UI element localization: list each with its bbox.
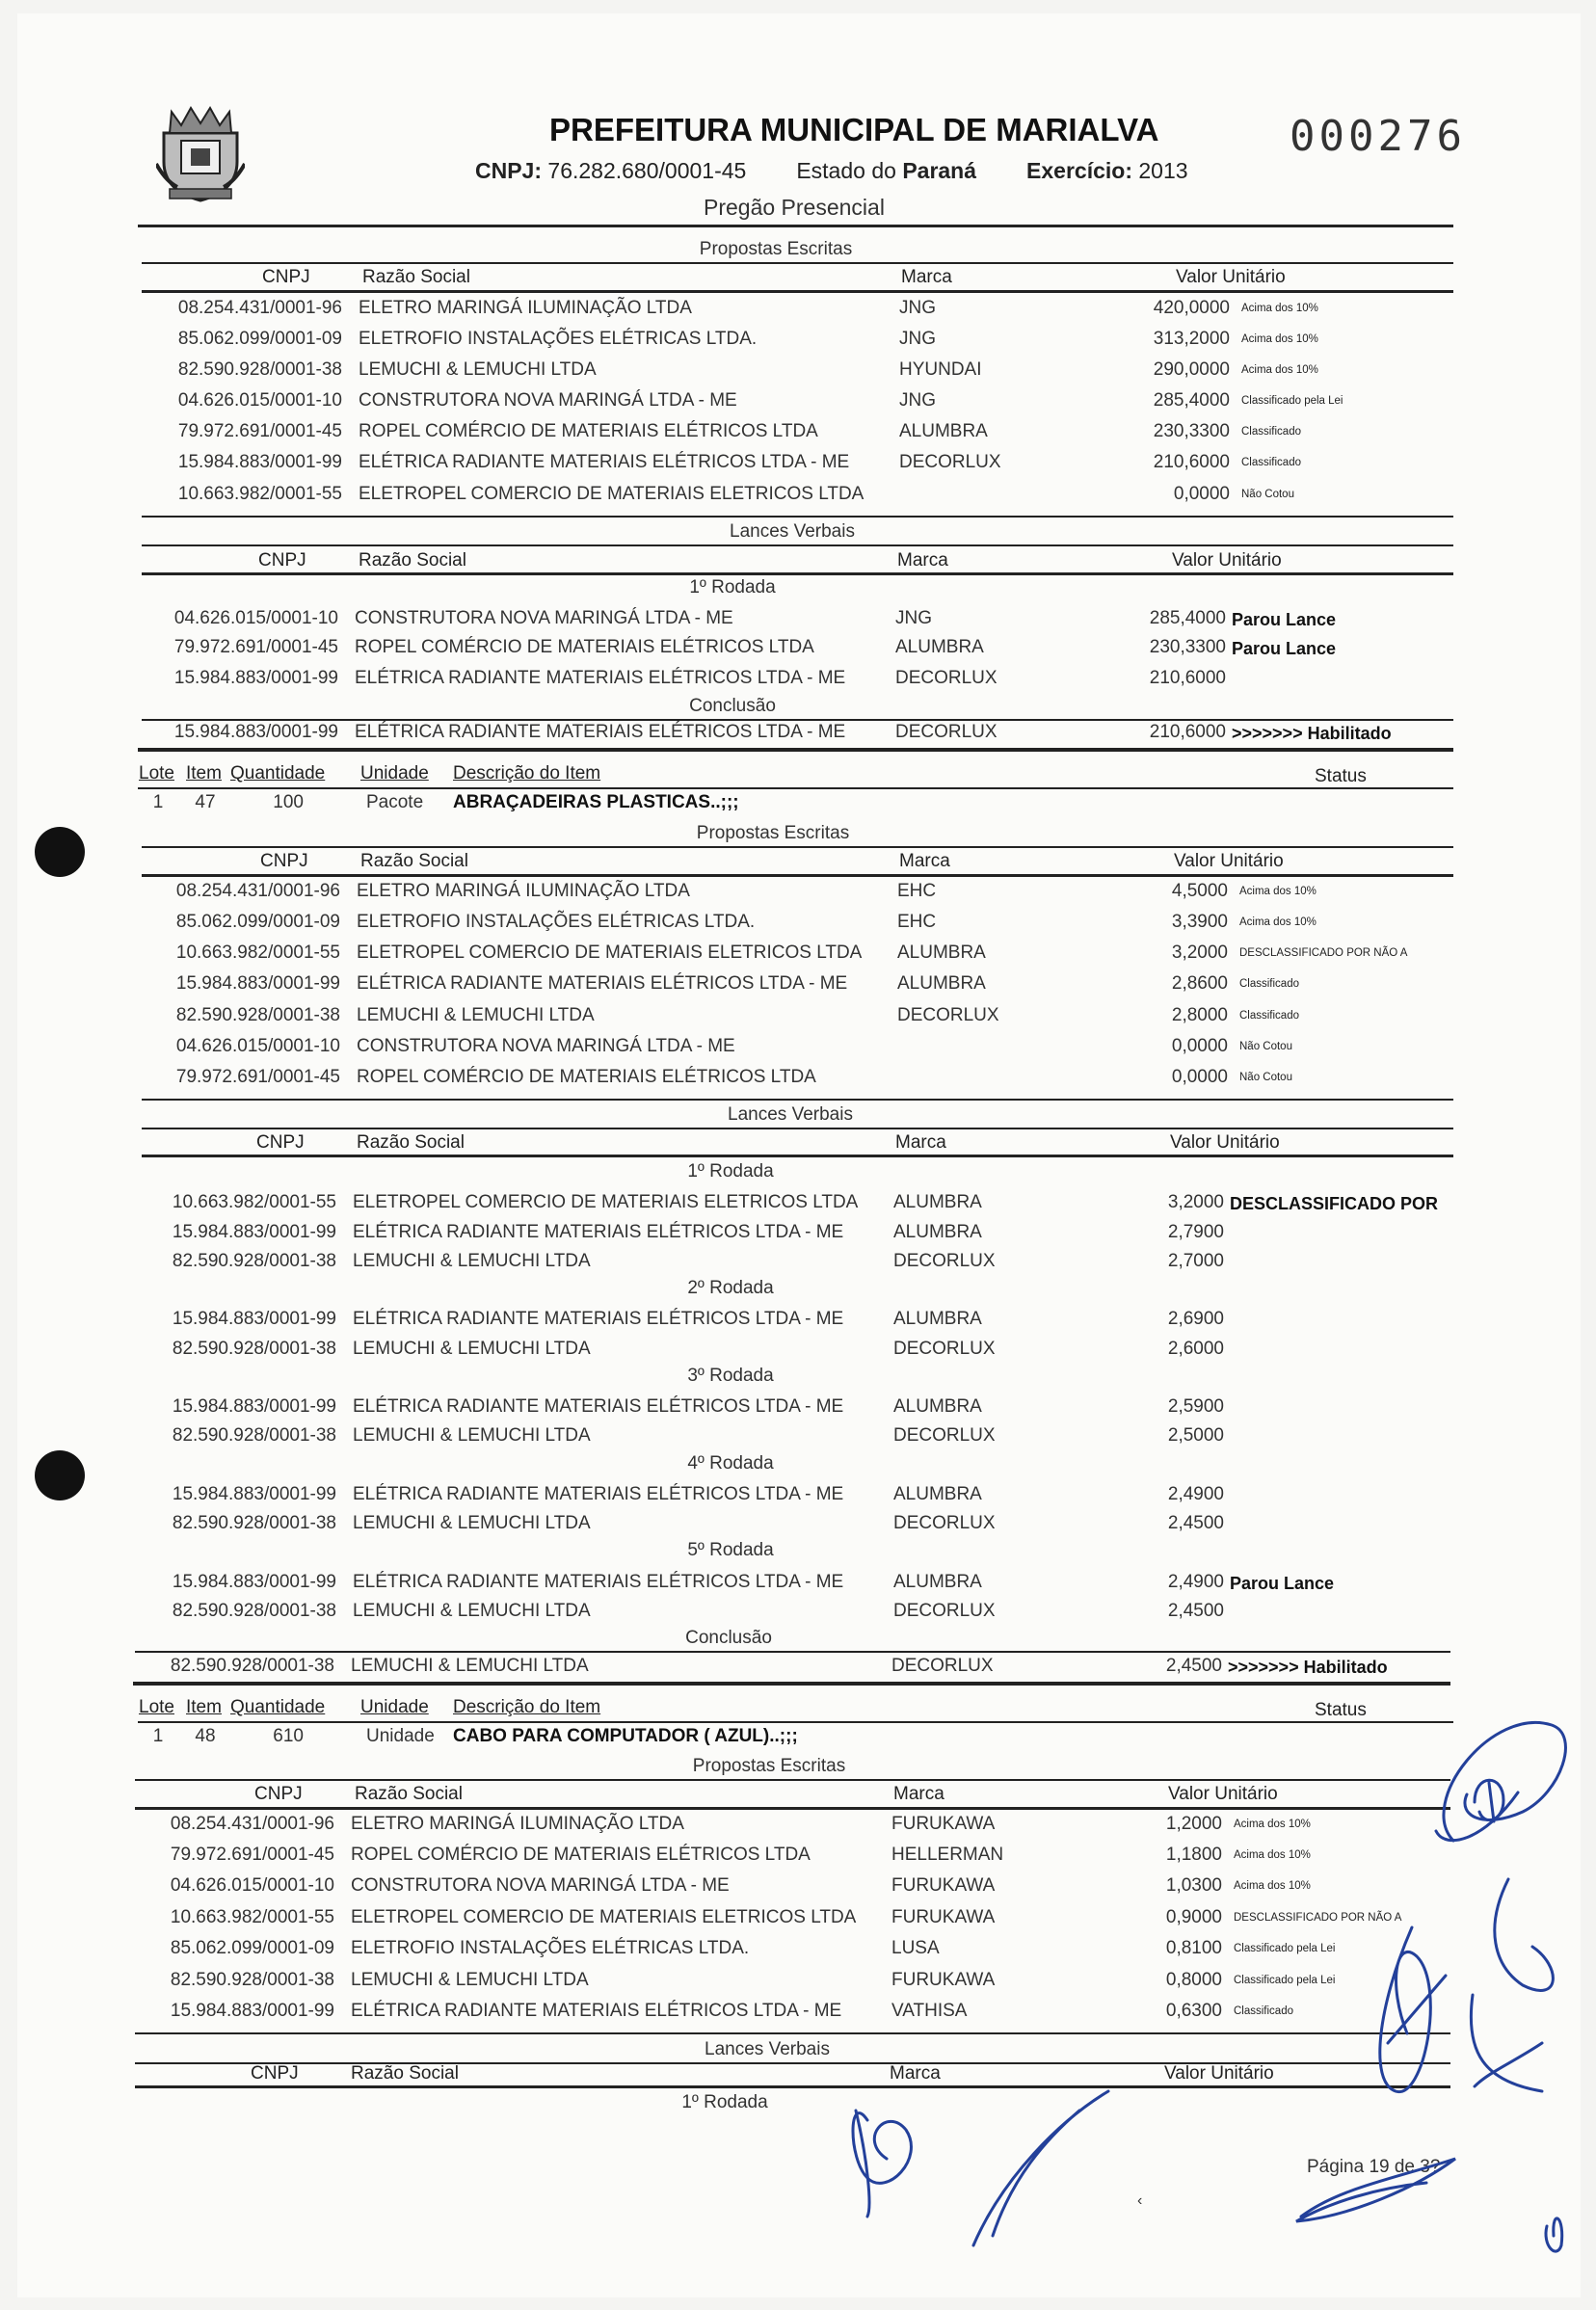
cnpj-cell: 79.972.691/0001-45 xyxy=(173,637,338,657)
status-cell: Acima dos 10% xyxy=(1239,916,1317,928)
item-numero: 47 xyxy=(195,792,216,812)
cnpj-cell: 15.984.883/0001-99 xyxy=(172,1222,336,1242)
item-unidade: Pacote xyxy=(366,792,424,812)
status-cell: Acima dos 10% xyxy=(1234,1819,1311,1830)
lote-header: Lote xyxy=(139,763,174,783)
cnpj-cell: 15.984.883/0001-99 xyxy=(172,1396,336,1417)
marca-cell: ALUMBRA xyxy=(893,1484,982,1504)
marca-cell: FURUKAWA xyxy=(891,1814,996,1834)
estado-label: Estado do xyxy=(796,158,896,183)
status-cell: Não Cotou xyxy=(1241,489,1294,500)
item-quantidade: 610 xyxy=(273,1726,304,1746)
cnpj-cell: 79.972.691/0001-45 xyxy=(170,1845,334,1865)
rule-line xyxy=(138,787,1453,789)
status-cell: Parou Lance xyxy=(1232,639,1337,658)
cnpj-label: CNPJ: xyxy=(475,158,543,183)
marca-cell: FURUKAWA xyxy=(891,1875,996,1896)
valor-cell: 420,0000 xyxy=(1153,298,1230,318)
item-numero: 48 xyxy=(195,1726,216,1746)
cnpj-cell: 04.626.015/0001-10 xyxy=(173,608,338,628)
col-header-valor: Valor Unitário xyxy=(1172,550,1282,571)
rule-line xyxy=(142,1099,1453,1101)
valor-cell: 2,5000 xyxy=(1167,1425,1224,1446)
round-label: 1º Rodada xyxy=(681,2092,768,2112)
marca-cell: EHC xyxy=(897,912,937,932)
col-header-cnpj: CNPJ xyxy=(260,851,308,871)
cnpj-cell: 15.984.883/0001-99 xyxy=(173,722,338,742)
marca-cell: ALUMBRA xyxy=(893,1572,982,1592)
unidade-header: Unidade xyxy=(360,763,429,783)
status-cell: DESCLASSIFICADO POR NÃO A xyxy=(1239,947,1408,959)
razao-cell: ELÉTRICA RADIANTE MATERIAIS ELÉTRICOS LTDA - ME xyxy=(355,668,846,688)
razao-cell: ELÉTRICA RADIANTE MATERIAIS ELÉTRICOS LTDA - ME xyxy=(353,1484,844,1504)
rule-line xyxy=(142,262,1453,264)
conclusao-label: Conclusão xyxy=(689,696,776,716)
razao-cell: CONSTRUTORA NOVA MARINGÁ LTDA - ME xyxy=(355,608,733,628)
col-header-razao: Razão Social xyxy=(362,267,470,287)
cnpj-cell: 79.972.691/0001-45 xyxy=(177,421,342,441)
propostas-title: Propostas Escritas xyxy=(696,823,850,843)
marca-cell: JNG xyxy=(899,329,936,349)
status-cell: Não Cotou xyxy=(1239,1072,1292,1083)
valor-cell: 230,3300 xyxy=(1149,637,1226,657)
razao-cell: ROPEL COMÉRCIO DE MATERIAIS ELÉTRICOS LTDA xyxy=(355,637,814,657)
col-header-cnpj: CNPJ xyxy=(256,1132,305,1153)
col-header-valor: Valor Unitário xyxy=(1168,1784,1278,1804)
status-cell: Parou Lance xyxy=(1230,1574,1335,1593)
valor-cell: 4,5000 xyxy=(1171,881,1228,901)
section-rule xyxy=(138,748,1453,752)
cnpj-cell: 82.590.928/0001-38 xyxy=(175,1005,340,1025)
status-header: Status xyxy=(1315,1700,1367,1720)
marca-cell: LUSA xyxy=(891,1938,940,1958)
section-rule xyxy=(133,1682,1450,1686)
razao-cell: ELETROPEL COMERCIO DE MATERIAIS ELETRICOS LTDA xyxy=(351,1907,857,1927)
cnpj-cell: 82.590.928/0001-38 xyxy=(172,1339,336,1359)
descricao-header: Descrição do Item xyxy=(453,763,601,783)
cnpj-cell: 15.984.883/0001-99 xyxy=(177,452,342,472)
lances-title: Lances Verbais xyxy=(705,2039,830,2059)
razao-cell: CONSTRUTORA NOVA MARINGÁ LTDA - ME xyxy=(351,1875,730,1896)
cnpj-cell: 82.590.928/0001-38 xyxy=(172,1425,336,1446)
cnpj-cell: 82.590.928/0001-38 xyxy=(172,1513,336,1533)
razao-cell: ROPEL COMÉRCIO DE MATERIAIS ELÉTRICOS LTDA xyxy=(357,1067,816,1087)
col-header-cnpj: CNPJ xyxy=(251,2063,299,2084)
marca-cell: EHC xyxy=(897,881,937,901)
valor-cell: 2,7000 xyxy=(1167,1251,1224,1271)
marca-cell: DECORLUX xyxy=(895,668,998,688)
valor-cell: 2,6900 xyxy=(1167,1309,1224,1329)
valor-cell: 0,0000 xyxy=(1171,1036,1228,1056)
valor-cell: 0,6300 xyxy=(1165,2001,1222,2021)
col-header-razao: Razão Social xyxy=(355,1784,463,1804)
valor-cell: 0,0000 xyxy=(1171,1067,1228,1087)
round-label: 1º Rodada xyxy=(687,1161,774,1182)
rule-line xyxy=(138,1721,1453,1723)
cnpj-cell: 10.663.982/0001-55 xyxy=(177,484,342,504)
col-header-marca: Marca xyxy=(893,1784,944,1804)
marca-cell: ALUMBRA xyxy=(897,943,986,963)
status-cell: Não Cotou xyxy=(1239,1041,1292,1052)
cnpj-cell: 82.590.928/0001-38 xyxy=(177,359,342,380)
rule-line xyxy=(142,572,1453,575)
round-label: 1º Rodada xyxy=(689,577,776,597)
valor-cell: 2,5900 xyxy=(1167,1396,1224,1417)
razao-cell: ELETROPEL COMERCIO DE MATERIAIS ELETRICOS LTDA xyxy=(353,1192,859,1212)
col-header-valor: Valor Unitário xyxy=(1170,1132,1280,1153)
razao-cell: ELETRO MARINGÁ ILUMINAÇÃO LTDA xyxy=(357,881,690,901)
valor-cell: 1,1800 xyxy=(1165,1845,1222,1865)
valor-cell: 210,6000 xyxy=(1149,668,1226,688)
exercicio-label: Exercício: xyxy=(1026,158,1132,183)
col-header-marca: Marca xyxy=(901,267,952,287)
valor-cell: 285,4000 xyxy=(1149,608,1226,628)
razao-cell: ELÉTRICA RADIANTE MATERIAIS ELÉTRICOS LTDA - ME xyxy=(353,1222,844,1242)
status-cell: >>>>>>> Habilitado xyxy=(1232,724,1392,743)
header-modalidade: Pregão Presencial xyxy=(704,195,885,220)
rule-line xyxy=(135,1779,1450,1781)
rule-line xyxy=(142,544,1453,546)
cnpj-cell: 15.984.883/0001-99 xyxy=(172,1572,336,1592)
cnpj-cell: 10.663.982/0001-55 xyxy=(175,943,340,963)
marca-cell: ALUMBRA xyxy=(897,973,986,994)
cnpj-cell: 04.626.015/0001-10 xyxy=(177,390,342,411)
marca-cell: DECORLUX xyxy=(893,1601,996,1621)
lote-header: Lote xyxy=(139,1697,174,1717)
propostas-title: Propostas Escritas xyxy=(692,1756,846,1776)
marca-cell: DECORLUX xyxy=(893,1339,996,1359)
conclusao-label: Conclusão xyxy=(685,1628,772,1648)
status-cell: Classificado xyxy=(1239,978,1299,990)
col-header-cnpj: CNPJ xyxy=(262,267,310,287)
razao-cell: ELÉTRICA RADIANTE MATERIAIS ELÉTRICOS LTDA - ME xyxy=(357,973,848,994)
item-lote: 1 xyxy=(152,792,164,812)
cnpj-cell: 15.984.883/0001-99 xyxy=(172,1484,336,1504)
valor-cell: 0,9000 xyxy=(1165,1907,1222,1927)
marca-cell: FURUKAWA xyxy=(891,1907,996,1927)
marca-cell: HYUNDAI xyxy=(899,359,982,380)
col-header-marca: Marca xyxy=(899,851,950,871)
valor-cell: 3,3900 xyxy=(1171,912,1228,932)
marca-cell: DECORLUX xyxy=(893,1251,996,1271)
razao-cell: LEMUCHI & LEMUCHI LTDA xyxy=(357,1005,595,1025)
razao-cell: CONSTRUTORA NOVA MARINGÁ LTDA - ME xyxy=(357,1036,735,1056)
status-cell: DESCLASSIFICADO POR xyxy=(1230,1194,1439,1213)
item-quantidade: 100 xyxy=(273,792,304,812)
marca-cell: DECORLUX xyxy=(893,1425,996,1446)
razao-cell: LEMUCHI & LEMUCHI LTDA xyxy=(353,1513,591,1533)
unidade-header: Unidade xyxy=(360,1697,429,1717)
header-cnpj: 76.282.680/0001-45 xyxy=(547,158,747,183)
marca-cell: JNG xyxy=(899,390,936,411)
valor-cell: 285,4000 xyxy=(1153,390,1230,411)
page-stamp-number: 000276 xyxy=(1290,112,1466,161)
valor-cell: 210,6000 xyxy=(1149,722,1226,742)
marca-cell: JNG xyxy=(895,608,932,628)
razao-cell: ELÉTRICA RADIANTE MATERIAIS ELÉTRICOS LTDA - ME xyxy=(353,1396,844,1417)
valor-cell: 2,8600 xyxy=(1171,973,1228,994)
marca-cell: ALUMBRA xyxy=(893,1222,982,1242)
razao-cell: ELÉTRICA RADIANTE MATERIAIS ELÉTRICOS LTDA - ME xyxy=(355,722,846,742)
header-info-line xyxy=(475,158,1188,184)
razao-cell: ELÉTRICA RADIANTE MATERIAIS ELÉTRICOS LTDA - ME xyxy=(359,452,850,472)
status-cell: Acima dos 10% xyxy=(1239,886,1317,897)
cnpj-cell: 04.626.015/0001-10 xyxy=(170,1875,334,1896)
round-label: 3º Rodada xyxy=(687,1366,774,1386)
razao-cell: ELETROFIO INSTALAÇÕES ELÉTRICAS LTDA. xyxy=(357,912,756,932)
item-descricao: CABO PARA COMPUTADOR ( AZUL)..;;; xyxy=(453,1726,798,1746)
valor-cell: 2,6000 xyxy=(1167,1339,1224,1359)
cnpj-cell: 85.062.099/0001-09 xyxy=(170,1938,334,1958)
rule-line xyxy=(135,1807,1450,1810)
punch-hole-top xyxy=(35,827,85,877)
descricao-header: Descrição do Item xyxy=(453,1697,601,1717)
razao-cell: LEMUCHI & LEMUCHI LTDA xyxy=(353,1251,591,1271)
marca-cell: JNG xyxy=(899,298,936,318)
header-rule xyxy=(138,225,1453,227)
status-cell: Parou Lance xyxy=(1232,610,1337,629)
marca-cell: VATHISA xyxy=(891,2001,968,2021)
col-header-razao: Razão Social xyxy=(359,550,466,571)
item-lote: 1 xyxy=(152,1726,164,1746)
rule-line xyxy=(142,874,1453,877)
marca-cell: ALUMBRA xyxy=(893,1309,982,1329)
status-cell: DESCLASSIFICADO POR NÃO A xyxy=(1234,1912,1402,1924)
razao-cell: ELETROPEL COMERCIO DE MATERIAIS ELETRICOS LTDA xyxy=(359,484,864,504)
rule-line xyxy=(142,516,1453,518)
cnpj-cell: 15.984.883/0001-99 xyxy=(172,1309,336,1329)
lances-title: Lances Verbais xyxy=(730,521,855,542)
marca-cell: DECORLUX xyxy=(899,452,1001,472)
status-cell: Classificado pela Lei xyxy=(1234,1975,1336,1986)
marca-cell: DECORLUX xyxy=(895,722,998,742)
cnpj-cell: 85.062.099/0001-09 xyxy=(177,329,342,349)
cnpj-cell: 08.254.431/0001-96 xyxy=(170,1814,334,1834)
round-label: 5º Rodada xyxy=(687,1540,774,1560)
razao-cell: ROPEL COMÉRCIO DE MATERIAIS ELÉTRICOS LTDA xyxy=(351,1845,811,1865)
header-title: PREFEITURA MUNICIPAL DE MARIALVA xyxy=(549,112,1159,147)
valor-cell: 2,4900 xyxy=(1167,1484,1224,1504)
marca-cell: ALUMBRA xyxy=(895,637,984,657)
cnpj-cell: 10.663.982/0001-55 xyxy=(170,1907,334,1927)
razao-cell: ROPEL COMÉRCIO DE MATERIAIS ELÉTRICOS LTDA xyxy=(359,421,818,441)
valor-cell: 313,2000 xyxy=(1153,329,1230,349)
col-header-valor: Valor Unitário xyxy=(1174,851,1284,871)
valor-cell: 0,8100 xyxy=(1165,1938,1222,1958)
marca-cell: DECORLUX xyxy=(893,1513,996,1533)
propostas-title: Propostas Escritas xyxy=(699,239,853,259)
valor-cell: 2,4500 xyxy=(1167,1601,1224,1621)
marca-cell: HELLERMAN xyxy=(891,1845,1004,1865)
valor-cell: 2,4500 xyxy=(1165,1656,1222,1676)
status-cell: Classificado xyxy=(1241,426,1301,438)
cnpj-cell: 15.984.883/0001-99 xyxy=(175,973,340,994)
col-header-marca: Marca xyxy=(895,1132,946,1153)
cnpj-cell: 82.590.928/0001-38 xyxy=(170,1970,334,1990)
valor-cell: 3,2000 xyxy=(1171,943,1228,963)
marca-cell: DECORLUX xyxy=(891,1656,994,1676)
lances-title: Lances Verbais xyxy=(728,1104,853,1125)
razao-cell: LEMUCHI & LEMUCHI LTDA xyxy=(353,1601,591,1621)
razao-cell: LEMUCHI & LEMUCHI LTDA xyxy=(353,1425,591,1446)
header-estado: Paraná xyxy=(902,158,977,183)
valor-cell: 2,4900 xyxy=(1167,1572,1224,1592)
col-header-cnpj: CNPJ xyxy=(254,1784,303,1804)
rule-line xyxy=(135,2085,1450,2088)
valor-cell: 3,2000 xyxy=(1167,1192,1224,1212)
col-header-razao: Razão Social xyxy=(357,1132,465,1153)
valor-cell: 210,6000 xyxy=(1153,452,1230,472)
col-header-marca: Marca xyxy=(890,2063,941,2084)
status-cell: Classificado pela Lei xyxy=(1241,395,1343,407)
cnpj-cell: 04.626.015/0001-10 xyxy=(175,1036,340,1056)
status-cell: Acima dos 10% xyxy=(1241,364,1318,376)
item-unidade: Unidade xyxy=(366,1726,435,1746)
valor-cell: 0,0000 xyxy=(1173,484,1230,504)
marca-cell: FURUKAWA xyxy=(891,1970,996,1990)
razao-cell: LEMUCHI & LEMUCHI LTDA xyxy=(353,1339,591,1359)
marca-cell: ALUMBRA xyxy=(893,1396,982,1417)
razao-cell: ELETRO MARINGÁ ILUMINAÇÃO LTDA xyxy=(351,1814,684,1834)
valor-cell: 2,8000 xyxy=(1171,1005,1228,1025)
razao-cell: ELETRO MARINGÁ ILUMINAÇÃO LTDA xyxy=(359,298,692,318)
valor-cell: 1,2000 xyxy=(1165,1814,1222,1834)
rule-line xyxy=(135,1651,1450,1653)
cnpj-cell: 79.972.691/0001-45 xyxy=(175,1067,340,1087)
header-exercicio: 2013 xyxy=(1138,158,1188,183)
punch-hole-bottom xyxy=(35,1450,85,1500)
razao-cell: ELÉTRICA RADIANTE MATERIAIS ELÉTRICOS LTDA - ME xyxy=(353,1572,844,1592)
cnpj-cell: 82.590.928/0001-38 xyxy=(172,1251,336,1271)
quantidade-header: Quantidade xyxy=(230,763,326,783)
cnpj-cell: 85.062.099/0001-09 xyxy=(175,912,340,932)
status-cell: >>>>>>> Habilitado xyxy=(1228,1658,1388,1677)
valor-cell: 290,0000 xyxy=(1153,359,1230,380)
svg-text:‹: ‹ xyxy=(1137,2192,1143,2209)
razao-cell: ELÉTRICA RADIANTE MATERIAIS ELÉTRICOS LTDA - ME xyxy=(353,1309,844,1329)
item-header: Item xyxy=(186,1697,222,1717)
cnpj-cell: 08.254.431/0001-96 xyxy=(175,881,340,901)
cnpj-cell: 15.984.883/0001-99 xyxy=(170,2001,334,2021)
razao-cell: LEMUCHI & LEMUCHI LTDA xyxy=(359,359,597,380)
valor-cell: 2,7900 xyxy=(1167,1222,1224,1242)
item-descricao: ABRAÇADEIRAS PLASTICAS..;;; xyxy=(453,792,739,812)
status-cell: Acima dos 10% xyxy=(1241,333,1318,345)
razao-cell: ELÉTRICA RADIANTE MATERIAIS ELÉTRICOS LTDA - ME xyxy=(351,2001,842,2021)
round-label: 2º Rodada xyxy=(687,1278,774,1298)
rule-line xyxy=(142,1155,1453,1157)
col-header-valor: Valor Unitário xyxy=(1176,267,1286,287)
col-header-valor: Valor Unitário xyxy=(1164,2063,1274,2084)
cnpj-cell: 10.663.982/0001-55 xyxy=(172,1192,336,1212)
rule-line xyxy=(135,2032,1450,2034)
col-header-razao: Razão Social xyxy=(360,851,468,871)
status-header: Status xyxy=(1315,766,1367,786)
valor-cell: 1,0300 xyxy=(1165,1875,1222,1896)
razao-cell: ELETROFIO INSTALAÇÕES ELÉTRICAS LTDA. xyxy=(351,1938,750,1958)
valor-cell: 0,8000 xyxy=(1165,1970,1222,1990)
round-label: 4º Rodada xyxy=(687,1453,774,1474)
col-header-marca: Marca xyxy=(897,550,948,571)
page-number: Página 19 de 3? xyxy=(1307,2157,1441,2177)
cnpj-cell: 82.590.928/0001-38 xyxy=(172,1601,336,1621)
marca-cell: ALUMBRA xyxy=(893,1192,982,1212)
cnpj-cell: 15.984.883/0001-99 xyxy=(173,668,338,688)
status-cell: Classificado xyxy=(1239,1010,1299,1022)
cnpj-cell: 08.254.431/0001-96 xyxy=(177,298,342,318)
status-cell: Classificado xyxy=(1241,457,1301,468)
razao-cell: LEMUCHI & LEMUCHI LTDA xyxy=(351,1656,589,1676)
razao-cell: LEMUCHI & LEMUCHI LTDA xyxy=(351,1970,589,1990)
rule-line xyxy=(142,1128,1453,1129)
razao-cell: ELETROFIO INSTALAÇÕES ELÉTRICAS LTDA. xyxy=(359,329,758,349)
valor-cell: 230,3300 xyxy=(1153,421,1230,441)
quantidade-header: Quantidade xyxy=(230,1697,326,1717)
rule-line xyxy=(142,719,1453,721)
valor-cell: 2,4500 xyxy=(1167,1513,1224,1533)
col-header-cnpj: CNPJ xyxy=(258,550,306,571)
cnpj-cell: 82.590.928/0001-38 xyxy=(170,1656,334,1676)
status-cell: Classificado pela Lei xyxy=(1234,1943,1336,1954)
municipal-crest-icon xyxy=(156,104,245,204)
status-cell: Acima dos 10% xyxy=(1234,1880,1311,1892)
status-cell: Classificado xyxy=(1234,2005,1293,2017)
marca-cell: ALUMBRA xyxy=(899,421,988,441)
rule-line xyxy=(142,290,1453,293)
col-header-razao: Razão Social xyxy=(351,2063,459,2084)
razao-cell: ELETROPEL COMERCIO DE MATERIAIS ELETRICOS LTDA xyxy=(357,943,863,963)
marca-cell: DECORLUX xyxy=(897,1005,999,1025)
razao-cell: CONSTRUTORA NOVA MARINGÁ LTDA - ME xyxy=(359,390,737,411)
item-header: Item xyxy=(186,763,222,783)
rule-line xyxy=(142,846,1453,848)
status-cell: Acima dos 10% xyxy=(1234,1849,1311,1861)
status-cell: Acima dos 10% xyxy=(1241,303,1318,314)
